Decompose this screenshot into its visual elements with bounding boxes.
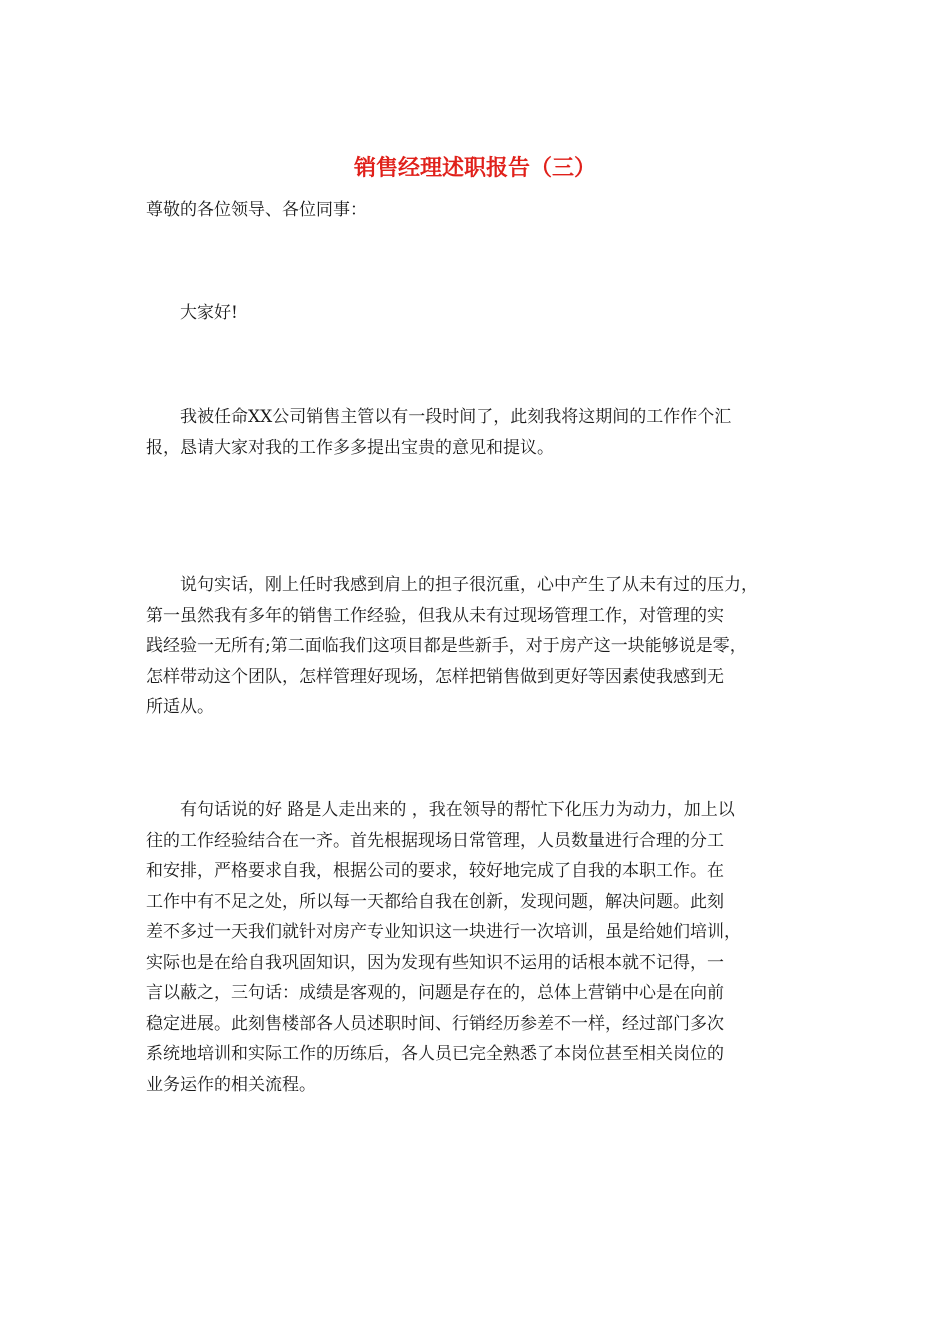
paragraph-line: 稳定进展。此刻售楼部各人员述职时间、行销经历参差不一样，经过部门多次 xyxy=(146,1013,724,1034)
paragraph-line: 业务运作的相关流程。 xyxy=(146,1074,316,1095)
paragraph-line: 有句话说的好 路是人走出来的 ，我在领导的帮忙下化压力为动力，加上以 xyxy=(180,800,735,820)
paragraph-line: 第一虽然我有多年的销售工作经验，但我从未有过现场管理工作，对管理的实 xyxy=(146,605,724,626)
paragraph-line: 说句实话，刚上任时我感到肩上的担子很沉重，心中产生了从未有过的压力， xyxy=(180,575,758,595)
paragraph-line: 怎样带动这个团队，怎样管理好现场，怎样把销售做到更好等因素使我感到无 xyxy=(146,666,724,687)
paragraph-line: 差不多过一天我们就针对房产专业知识这一块进行一次培训，虽是给她们培训， xyxy=(146,922,741,942)
paragraph-3 xyxy=(146,795,806,1100)
paragraph-1 xyxy=(146,402,806,463)
document-title: 销售经理述职报告（三） xyxy=(353,155,596,181)
paragraph-line: 言以蔽之，三句话：成绩是客观的，问题是存在的，总体上营销中心是在向前 xyxy=(146,983,724,1003)
paragraph-line: 所适从。 xyxy=(146,697,214,717)
greeting-paragraph: 大家好! xyxy=(180,303,238,323)
paragraph-line: 系统地培训和实际工作的历练后，各人员已完全熟悉了本岗位甚至相关岗位的 xyxy=(146,1044,724,1064)
paragraph-line: 实际也是在给自我巩固知识，因为发现有些知识不运用的话根本就不记得，一 xyxy=(146,952,724,973)
paragraph-line: 往的工作经验结合在一齐。首先根据现场日常管理，人员数量进行合理的分工 xyxy=(146,830,724,851)
paragraph-line: 和安排，严格要求自我，根据公司的要求，较好地完成了自我的本职工作。在 xyxy=(146,861,724,881)
salutation: 尊敬的各位领导、各位同事： xyxy=(146,200,367,220)
paragraph-line: 工作中有不足之处，所以每一天都给自我在创新，发现问题，解决问题。此刻 xyxy=(146,891,724,912)
paragraph-2 xyxy=(146,570,806,723)
paragraph-line: 报，恳请大家对我的工作多多提出宝贵的意见和提议。 xyxy=(146,437,554,458)
paragraph-line: 我被任命XX公司销售主管以有一段时间了，此刻我将这期间的工作作个汇 xyxy=(180,407,732,427)
paragraph-line: 践经验一无所有;第二面临我们这项目都是些新手，对于房产这一块能够说是零， xyxy=(146,636,747,656)
